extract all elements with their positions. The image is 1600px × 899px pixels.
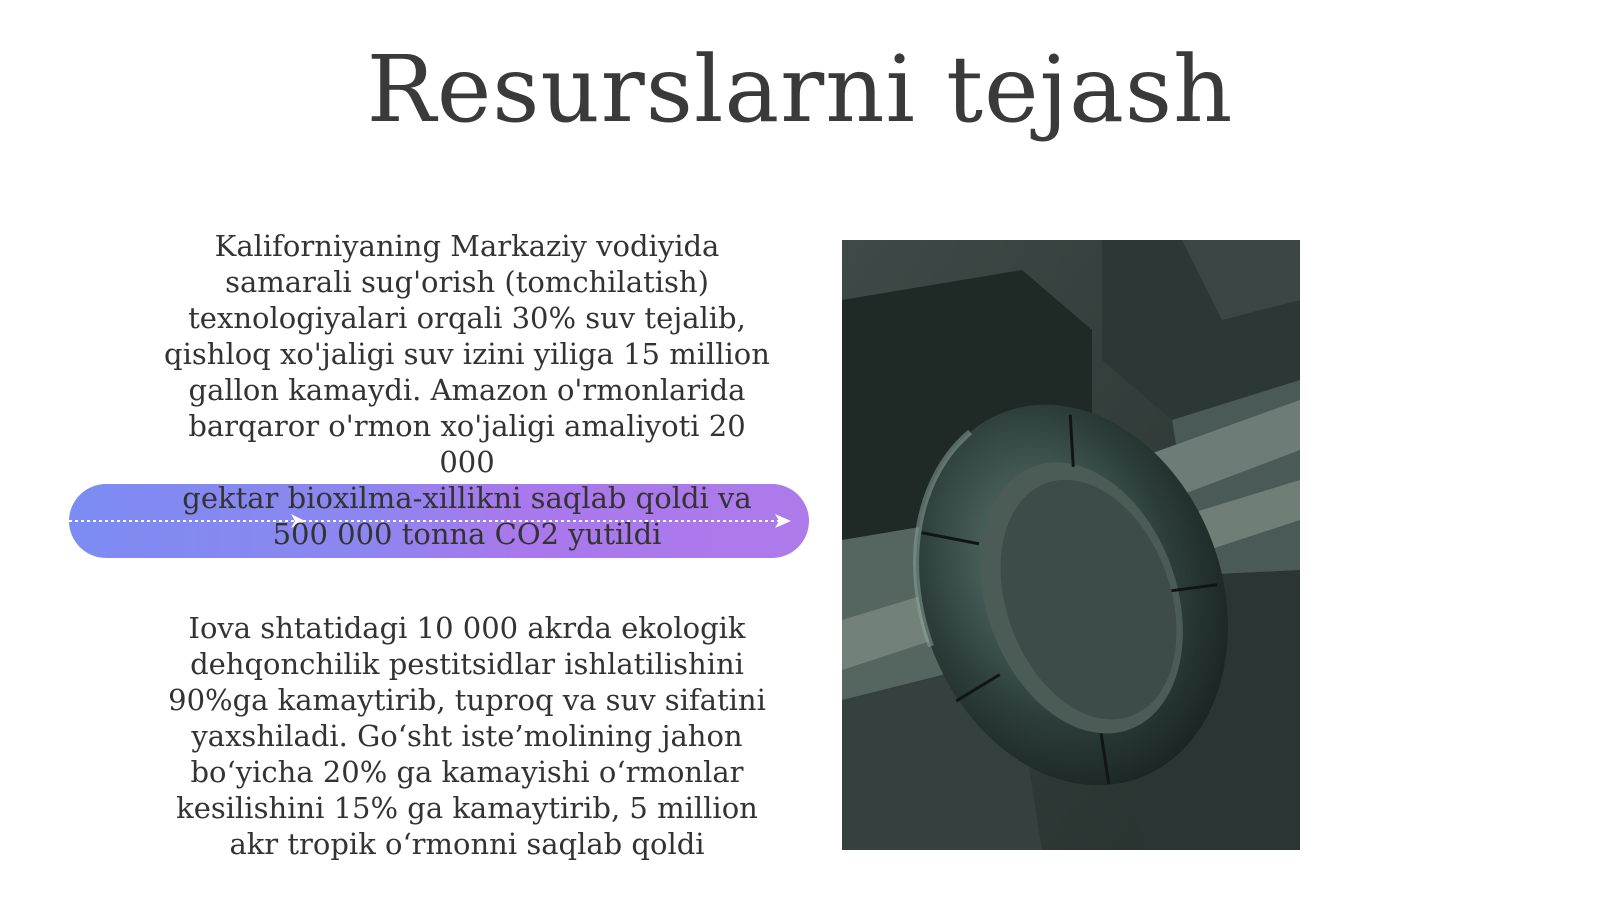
slide-title: Resurslarni tejash [366,36,1234,143]
torus-image [842,240,1300,850]
paragraph-organic-farming: Iova shtatidagi 10 000 akrda ekologik dehqonchilik pestitsidlar ishlatilishini 90%ga kamaytirib, tuproq va suv sifatini yaxshiladi. Go‘sht iste’molining jahon bo‘yicha 20% ga kamayishi o‘rmonlar kesilishini 15% ga kamaytirib, 5 million akr tropik o‘rmonni saqlab qoldi [168,611,766,861]
paragraph-water-forestry: Kaliforniyaning Markaziy vodiyida samarali sug'orish (tomchilatish) texnologiyalari orqali 30% suv tejalib, qishloq xo'jaligi suv izini yiliga 15 million gallon kamaydi. Amazon o'rmonlarida barqaror o'rmon xo'jaligi amaliyoti 20 000 gektar bioxilma-xillikni saqlab qoldi va 500 000 tonna CO2 yutildi [164,229,770,551]
